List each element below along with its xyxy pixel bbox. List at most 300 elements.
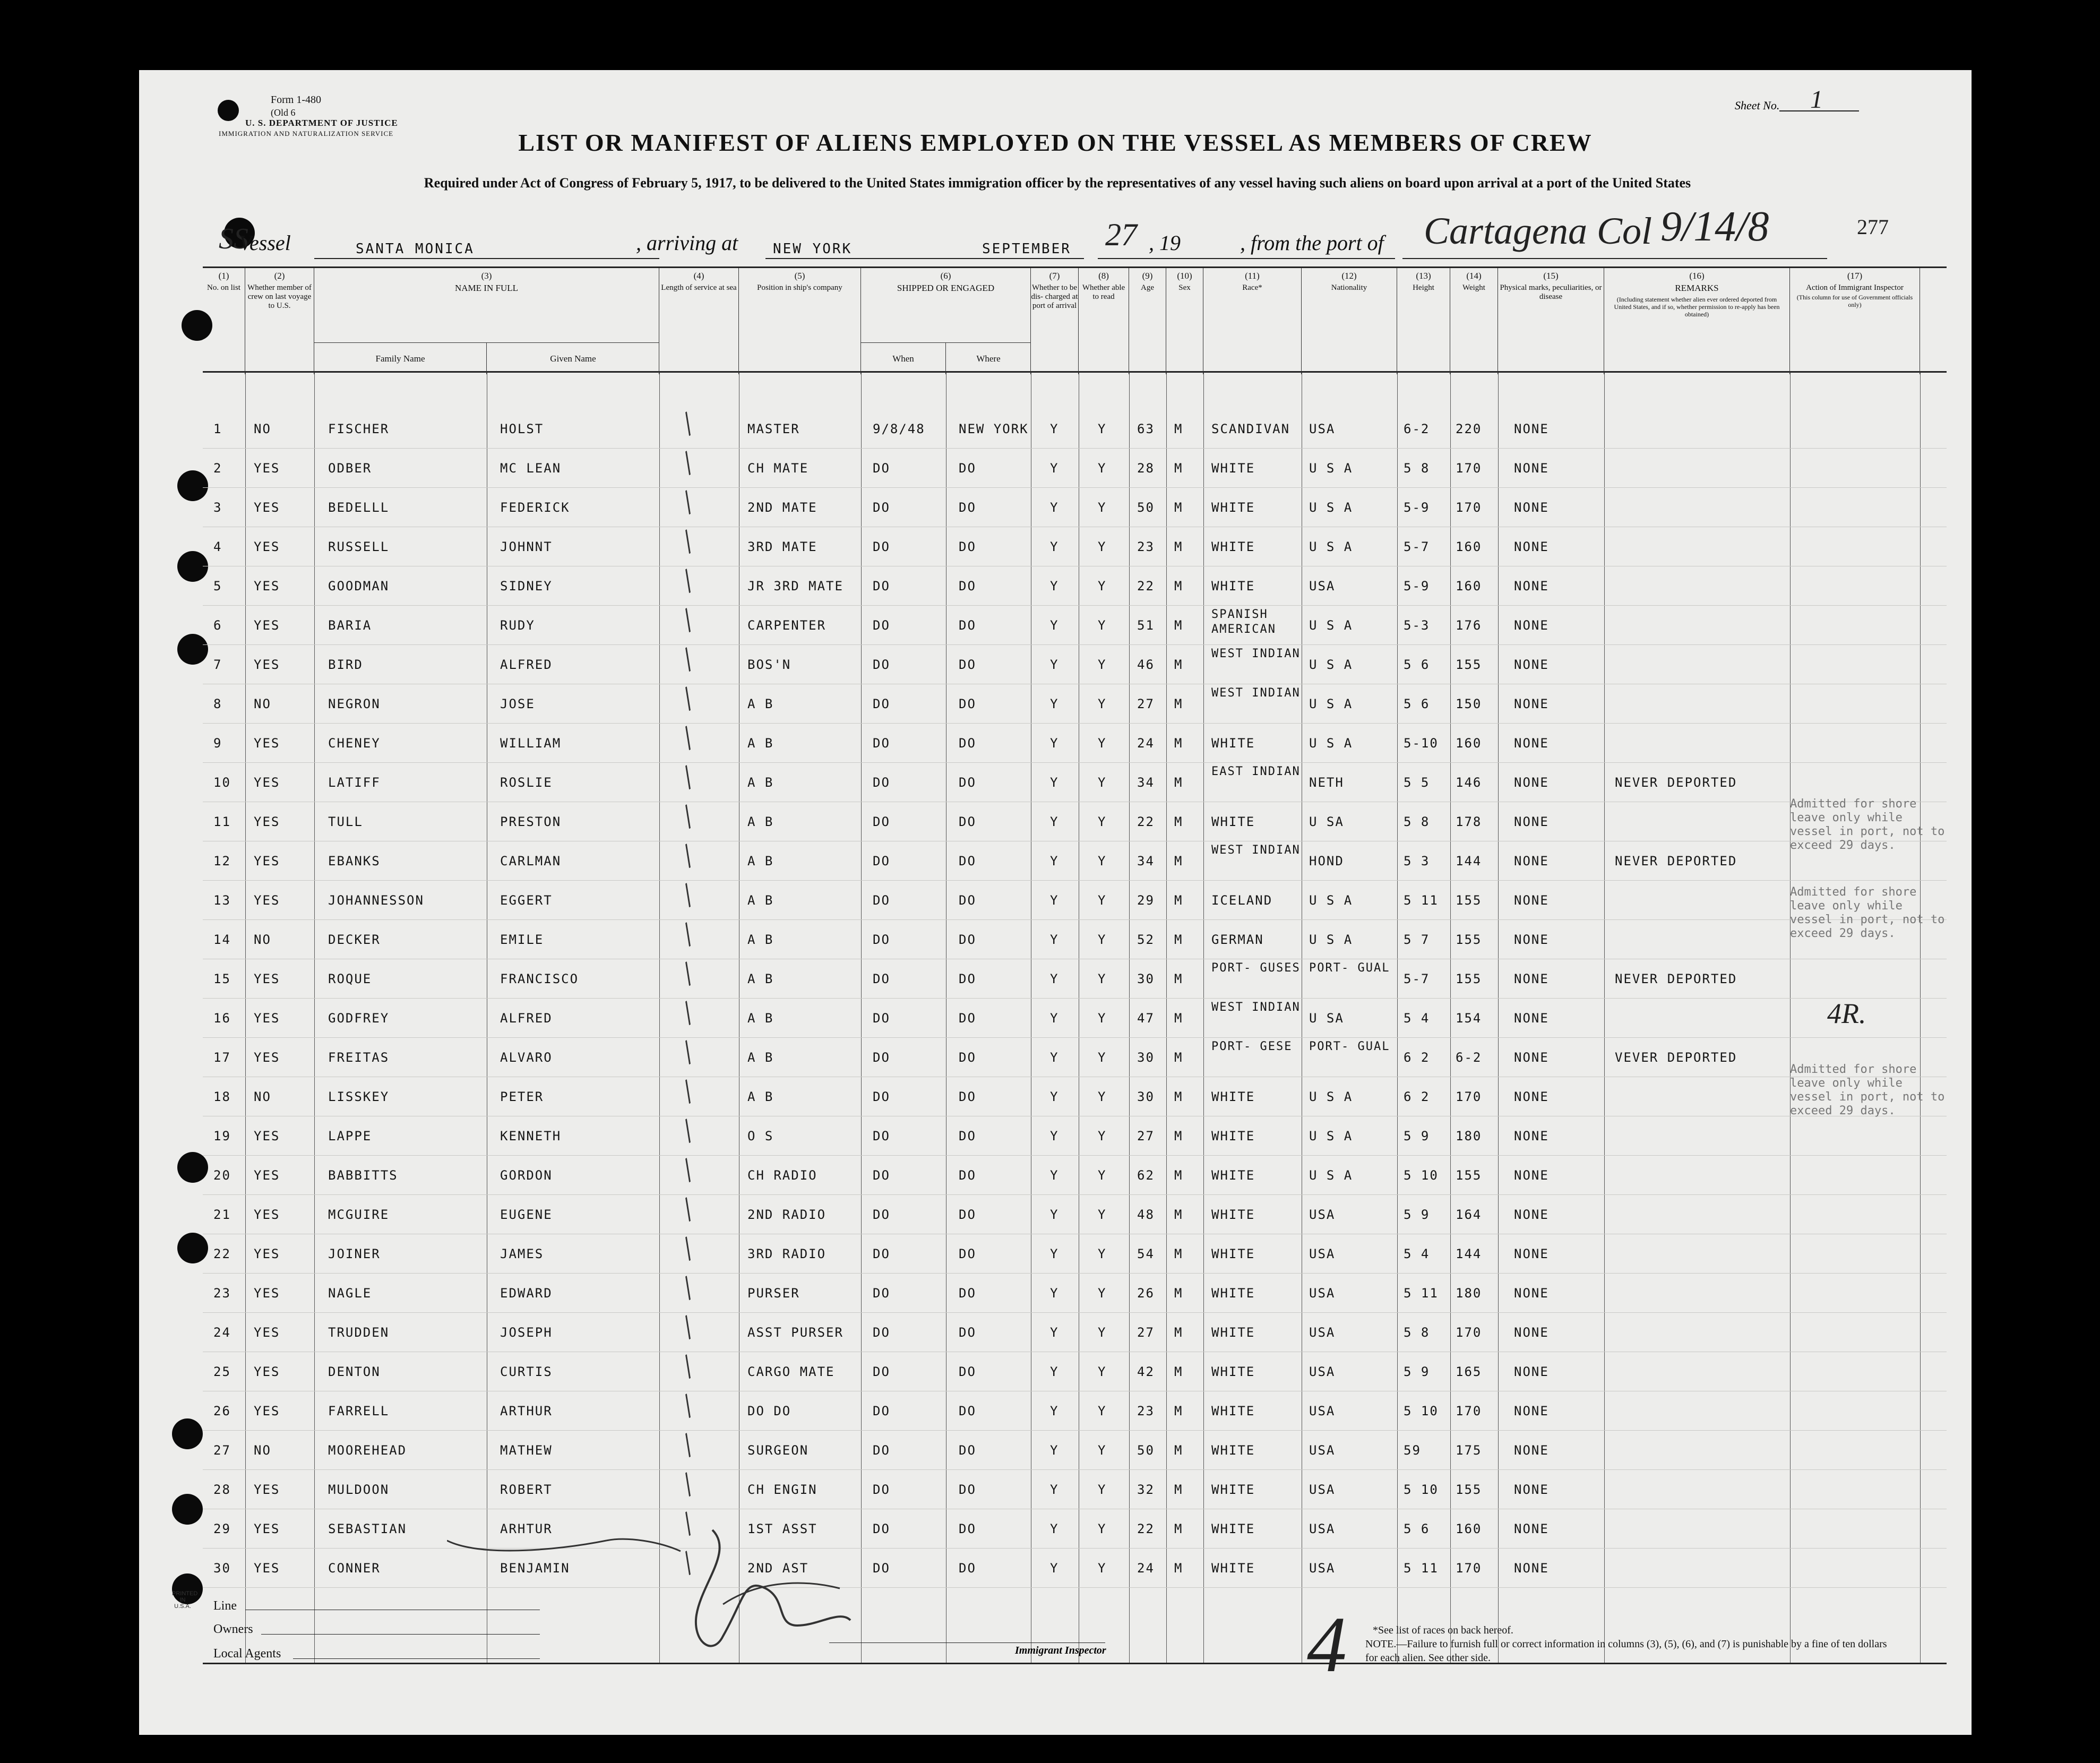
shipped-where: DO [959,539,976,554]
shipped-when: DO [873,1129,890,1143]
to-be-discharged: Y [1050,814,1059,829]
age: 32 [1137,1482,1155,1497]
physical-marks: NONE [1514,971,1549,986]
last-voyage-flag: YES [254,736,280,751]
footer-notes [1365,1623,1896,1665]
height: 5 8 [1404,461,1430,476]
sex: M [1174,932,1183,947]
height: 5 9 [1404,1207,1430,1222]
race: WHITE [1211,539,1255,554]
crew-row [203,1033,1947,1078]
sex: M [1174,1246,1183,1261]
sex: M [1174,1404,1183,1418]
note-penalty: NOTE.—Failure to furnish full or correct information in columns (3), (5), (6), and (7) is punishable by a fine of ten dollars for each alien. See other side. [1365,1638,1887,1664]
weight: 160 [1456,579,1482,594]
position: BOS'N [747,657,791,672]
position: 3RD MATE [747,539,817,554]
row-number: 25 [213,1364,231,1379]
arriving-port: NEW YORK [773,241,853,257]
given-name: WILLIAM [500,736,562,751]
row-number: 17 [213,1050,231,1065]
position: CH ENGIN [747,1482,817,1497]
shipped-when: DO [873,539,890,554]
shipped-where: DO [959,1246,976,1261]
inspector-label: Immigrant Inspector [1015,1645,1106,1656]
row-number: 14 [213,932,231,947]
physical-marks: NONE [1514,1168,1549,1183]
height: 5-7 [1404,539,1430,554]
service-check-mark: / [675,758,701,796]
sheet-number-value: 1 [1810,85,1823,114]
to-be-discharged: Y [1050,539,1059,554]
col-nationality: (12) Nationality [1302,268,1397,374]
col-physical-marks: (15) Physical marks, peculiarities, or disease [1498,268,1604,374]
service-check-mark: / [675,405,701,443]
shipped-where: DO [959,1443,976,1458]
form-number: Form 1-480 [271,94,321,106]
last-voyage-flag: YES [254,1364,280,1379]
last-voyage-flag: YES [254,1404,280,1418]
given-name: JOSE [500,696,535,711]
family-name: BARIA [328,618,372,633]
document-title: LIST OR MANIFEST OF ALIENS EMPLOYED ON THE VESSEL AS MEMBERS OF CREW [518,129,1593,156]
age: 26 [1137,1286,1155,1301]
service-check-mark: / [675,601,701,639]
nationality: HOND [1309,854,1344,868]
remarks-note: (Including statement whether alien ever ordered deported from United States, and if so, whether permission to re-apply has been obtained) [1614,296,1780,318]
nationality: U S A [1309,1089,1353,1104]
shipped-when: DO [873,971,890,986]
subhead-family-name: Family Name [314,342,487,374]
family-name: NEGRON [328,696,381,711]
row-number: 19 [213,1129,231,1143]
to-be-discharged: Y [1050,500,1059,515]
subhead-where: Where [946,342,1031,374]
crew-row [203,522,1947,567]
able-to-read: Y [1098,971,1107,986]
service-check-mark: / [675,1033,701,1071]
given-name: EGGERT [500,893,553,908]
family-name: LATIFF [328,775,381,790]
shipped-when: DO [873,657,890,672]
sex: M [1174,1011,1183,1026]
vessel-label: Vessel [239,231,291,255]
last-voyage-flag: YES [254,1561,280,1576]
from-port-label: , from the port of [1240,231,1384,255]
able-to-read: Y [1098,1168,1107,1183]
sex: M [1174,1521,1183,1536]
family-name: FARRELL [328,1404,390,1418]
height: 5 9 [1404,1364,1430,1379]
weight: 144 [1456,1246,1482,1261]
race: WHITE [1211,461,1255,476]
race: WEST INDIAN [1211,844,1301,857]
height: 5-7 [1404,971,1430,986]
weight: 155 [1456,932,1482,947]
sex: M [1174,971,1183,986]
sex: M [1174,775,1183,790]
row-number: 30 [213,1561,231,1576]
crew-manifest-table [203,266,1947,1631]
age: 30 [1137,1050,1155,1065]
able-to-read: Y [1098,1286,1107,1301]
last-voyage-flag: YES [254,1482,280,1497]
col-no-on-list: (1) No. on list [203,268,245,374]
to-be-discharged: Y [1050,1050,1059,1065]
row-number: 21 [213,1207,231,1222]
given-name: EUGENE [500,1207,553,1222]
service-check-mark: / [675,562,701,600]
height: 5 11 [1404,1286,1439,1301]
position: 2ND MATE [747,500,817,515]
service-check-mark: / [675,483,701,521]
height: 6-2 [1404,422,1430,436]
weight: 176 [1456,618,1482,633]
race: EAST INDIAN [1211,765,1301,778]
shipped-when: DO [873,775,890,790]
to-be-discharged: Y [1050,1168,1059,1183]
service-check-mark: / [675,994,701,1032]
physical-marks: NONE [1514,1404,1549,1418]
shipped-when: DO [873,1286,890,1301]
given-name: PETER [500,1089,544,1104]
shipped-when: DO [873,1443,890,1458]
age: 52 [1137,932,1155,947]
nationality: USA [1309,1404,1336,1418]
weight: 170 [1456,1089,1482,1104]
weight: 178 [1456,814,1482,829]
able-to-read: Y [1098,422,1107,436]
physical-marks: NONE [1514,1207,1549,1222]
able-to-read: Y [1098,657,1107,672]
family-name: DENTON [328,1364,381,1379]
sex: M [1174,1286,1183,1301]
race: SPANISH AMERICAN [1211,608,1276,636]
shipped-where: DO [959,1521,976,1536]
footer-owners-label: Owners [213,1622,253,1636]
nationality: PORT- GUAL [1309,1040,1390,1053]
shipped-where: DO [959,696,976,711]
shipped-where: DO [959,618,976,633]
physical-marks: NONE [1514,500,1549,515]
sex: M [1174,1561,1183,1576]
able-to-read: Y [1098,1521,1107,1536]
shipped-when: DO [873,1246,890,1261]
crew-row [203,680,1947,724]
given-name: FRANCISCO [500,971,579,986]
last-voyage-flag: YES [254,971,280,986]
crew-row [203,562,1947,606]
typed-remark-row-17: Admitted for shore leave only while vessel in port, not to exceed 29 days. [1790,1063,1945,1117]
sex: M [1174,893,1183,908]
race: WHITE [1211,1482,1255,1497]
able-to-read: Y [1098,1246,1107,1261]
sex: M [1174,461,1183,476]
height: 5 4 [1404,1246,1430,1261]
service-check-mark: / [675,444,701,482]
position: ASST PURSER [747,1325,844,1340]
punch-hole [172,1494,203,1525]
given-name: PRESTON [500,814,562,829]
age: 42 [1137,1364,1155,1379]
given-name: ARTHUR [500,1404,553,1418]
shipped-when: DO [873,814,890,829]
height: 5 10 [1404,1168,1439,1183]
to-be-discharged: Y [1050,854,1059,868]
col-sex: (10) Sex [1166,268,1203,374]
race: WHITE [1211,1561,1255,1576]
age: 24 [1137,1561,1155,1576]
sex: M [1174,736,1183,751]
crew-row [203,758,1947,803]
shipped-where: DO [959,1011,976,1026]
document-subtitle: Required under Act of Congress of February 5, 1917, to be delivered to the United States immigration officer by the representatives of any vessel having such aliens on board upon arrival at a port of the United States [424,175,1691,191]
last-voyage-flag: NO [254,1089,271,1104]
weight: 155 [1456,893,1482,908]
shipped-where: DO [959,657,976,672]
to-be-discharged: Y [1050,1246,1059,1261]
weight: 220 [1456,422,1482,436]
family-name: GODFREY [328,1011,390,1026]
remarks: NEVER DEPORTED [1615,775,1737,790]
physical-marks: NONE [1514,1129,1549,1143]
last-voyage-flag: YES [254,814,280,829]
to-be-discharged: Y [1050,422,1059,436]
crew-row [203,719,1947,763]
last-voyage-flag: NO [254,696,271,711]
weight: 155 [1456,971,1482,986]
row-number: 24 [213,1325,231,1340]
given-name: ALFRED [500,1011,553,1026]
col-height: (13) Height [1397,268,1450,374]
position: MASTER [747,422,800,436]
crew-row [203,601,1947,646]
weight: 170 [1456,461,1482,476]
sex: M [1174,854,1183,868]
height: 5 6 [1404,657,1430,672]
nationality: USA [1309,1207,1336,1222]
col-inspector-action: (17) Action of Immigrant Inspector (This column for use of Government officials only) [1790,268,1920,374]
able-to-read: Y [1098,893,1107,908]
crew-row [203,1229,1947,1274]
height: 5 10 [1404,1482,1439,1497]
crew-row [203,876,1947,921]
shipped-where: DO [959,1286,976,1301]
crew-row [203,1347,1947,1392]
nationality: U SA [1309,814,1344,829]
col-name-in-full: (3) NAME IN FULL [314,268,659,374]
col-age: (9) Age [1129,268,1166,374]
race: WHITE [1211,1364,1255,1379]
family-name: NAGLE [328,1286,372,1301]
height: 5 11 [1404,893,1439,908]
weight: 170 [1456,1561,1482,1576]
sex: M [1174,1207,1183,1222]
family-name: ROQUE [328,971,372,986]
typed-remark-row-12: Admitted for shore leave only while vessel in port, not to exceed 29 days. [1790,885,1945,940]
to-be-discharged: Y [1050,696,1059,711]
last-voyage-flag: YES [254,854,280,868]
service-check-mark: / [675,1426,701,1464]
height: 5-9 [1404,579,1430,594]
nationality: U S A [1309,539,1353,554]
physical-marks: NONE [1514,579,1549,594]
shipped-when: DO [873,1011,890,1026]
last-voyage-flag: YES [254,618,280,633]
age: 27 [1137,1129,1155,1143]
position: A B [747,696,774,711]
to-be-discharged: Y [1050,775,1059,790]
weight: 165 [1456,1364,1482,1379]
sex: M [1174,1364,1183,1379]
race: GERMAN [1211,932,1264,947]
physical-marks: NONE [1514,1050,1549,1065]
row-number: 6 [213,618,222,633]
family-name: MOOREHEAD [328,1443,407,1458]
weight: 155 [1456,1168,1482,1183]
crew-row [203,1190,1947,1235]
row-number: 15 [213,971,231,986]
weight: 155 [1456,1482,1482,1497]
given-name: FEDERICK [500,500,570,515]
crew-row [203,1072,1947,1117]
able-to-read: Y [1098,1443,1107,1458]
given-name: ROSLIE [500,775,553,790]
family-name: FREITAS [328,1050,390,1065]
shipped-when: DO [873,932,890,947]
position: A B [747,1011,774,1026]
height: 5-9 [1404,500,1430,515]
age: 22 [1137,1521,1155,1536]
col-race: (11) Race* [1203,268,1302,374]
col-last-voyage: (2) Whether member of crew on last voyage to U.S. [245,268,314,374]
to-be-discharged: Y [1050,1129,1059,1143]
age: 63 [1137,422,1155,436]
physical-marks: NONE [1514,657,1549,672]
family-name: JOHANNESSON [328,893,424,908]
manifest-sheet [139,70,1972,1735]
shipped-where: DO [959,775,976,790]
shipped-where: DO [959,893,976,908]
age: 23 [1137,1404,1155,1418]
able-to-read: Y [1098,1482,1107,1497]
row-number: 4 [213,539,222,554]
last-voyage-flag: YES [254,1246,280,1261]
shipped-where: DO [959,1325,976,1340]
to-be-discharged: Y [1050,1482,1059,1497]
position: CARPENTER [747,618,827,633]
race: WHITE [1211,1443,1255,1458]
position: A B [747,1089,774,1104]
weight: 170 [1456,1404,1482,1418]
family-name: SEBASTIAN [328,1521,407,1536]
weight: 170 [1456,1325,1482,1340]
physical-marks: NONE [1514,696,1549,711]
family-name: TULL [328,814,363,829]
department-name: U. S. DEPARTMENT OF JUSTICE [245,118,398,128]
to-be-discharged: Y [1050,971,1059,986]
height: 6 2 [1404,1050,1430,1065]
position: 2ND AST [747,1561,809,1576]
race: WHITE [1211,814,1255,829]
race: WHITE [1211,1286,1255,1301]
service-check-mark: / [675,1347,701,1386]
sex: M [1174,500,1183,515]
to-be-discharged: Y [1050,1443,1059,1458]
position: A B [747,854,774,868]
able-to-read: Y [1098,1011,1107,1026]
nationality: U S A [1309,1129,1353,1143]
crew-row [203,444,1947,488]
physical-marks: NONE [1514,1286,1549,1301]
sex: M [1174,539,1183,554]
nationality: USA [1309,579,1336,594]
last-voyage-flag: YES [254,579,280,594]
last-voyage-flag: YES [254,1325,280,1340]
shipped-where: DO [959,1364,976,1379]
from-port-underline [1402,258,1827,259]
col-weight: (14) Weight [1450,268,1498,374]
last-voyage-flag: YES [254,539,280,554]
nationality: U S A [1309,657,1353,672]
able-to-read: Y [1098,539,1107,554]
to-be-discharged: Y [1050,932,1059,947]
shipped-when: DO [873,1482,890,1497]
nationality: U SA [1309,1011,1344,1026]
shipped-when: DO [873,1207,890,1222]
weight: 164 [1456,1207,1482,1222]
nationality: USA [1309,422,1336,436]
physical-marks: NONE [1514,1443,1549,1458]
race: SCANDIVAN [1211,422,1290,436]
able-to-read: Y [1098,1129,1107,1143]
height: 59 [1404,1443,1421,1458]
crew-row [203,1112,1947,1156]
crew-row [203,915,1947,960]
race: WHITE [1211,579,1255,594]
height: 5 8 [1404,1325,1430,1340]
age: 34 [1137,854,1155,868]
nationality: USA [1309,1286,1336,1301]
crew-row [203,640,1947,685]
weight: 6-2 [1456,1050,1482,1065]
typed-remark-row-10: Admitted for shore leave only while vessel in port, not to exceed 29 days. [1790,797,1945,852]
race: WHITE [1211,1521,1255,1536]
service-check-mark: / [675,837,701,875]
to-be-discharged: Y [1050,1364,1059,1379]
race: WHITE [1211,1168,1255,1183]
row-number: 7 [213,657,222,672]
height: 5 3 [1404,854,1430,868]
race: WEST INDIAN [1211,647,1301,660]
last-voyage-flag: NO [254,422,271,436]
family-name: ODBER [328,461,372,476]
sheet-number-label: Sheet No. [1735,99,1780,112]
departure-date-handwritten: 9/14/8 [1660,203,1769,250]
shipped-when: DO [873,696,890,711]
age: 51 [1137,618,1155,633]
col-remarks: (16) REMARKS (Including statement whether alien ever ordered deported from United States, and if so, whether permission to re-apply has been obtained) [1604,268,1790,374]
service-check-mark: / [675,1387,701,1425]
shipped-when: DO [873,893,890,908]
physical-marks: NONE [1514,1089,1549,1104]
row-number: 11 [213,814,231,829]
family-name: MCGUIRE [328,1207,390,1222]
physical-marks: NONE [1514,1325,1549,1340]
given-name: HOLST [500,422,544,436]
position: CARGO MATE [747,1364,835,1379]
height: 5-10 [1404,736,1439,751]
